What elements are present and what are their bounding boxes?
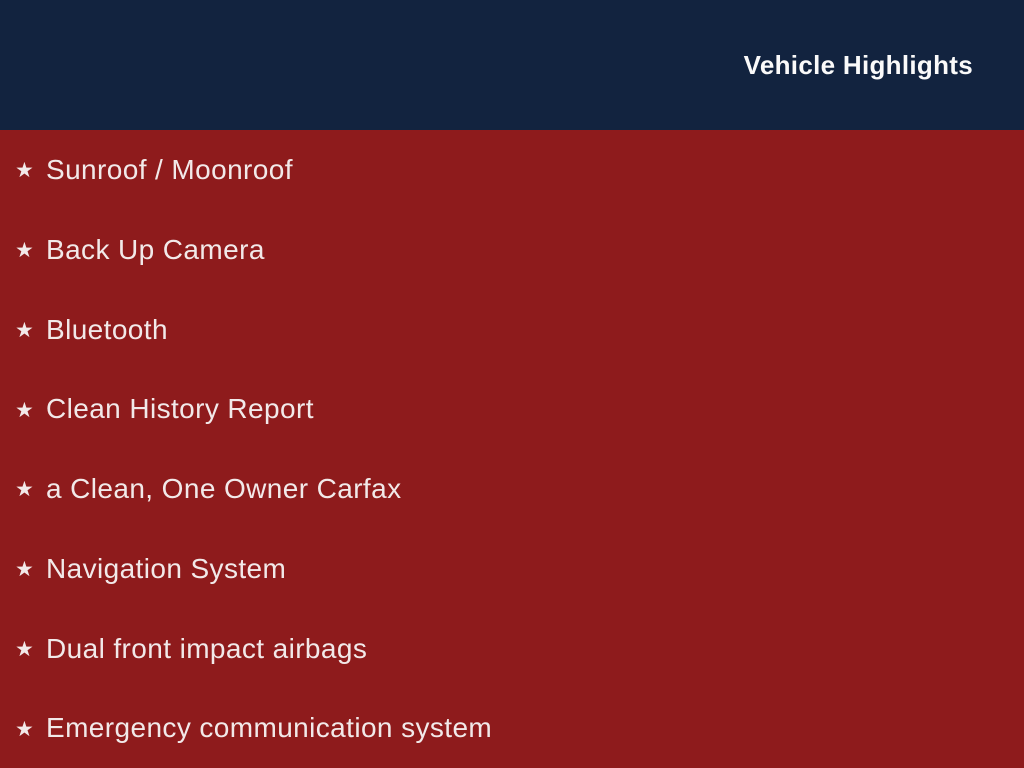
star-bullet-icon: ★ xyxy=(15,637,34,661)
highlights-section xyxy=(0,130,1024,768)
list-item-label: Sunroof / Moonroof xyxy=(46,154,293,186)
list-item xyxy=(0,369,1024,449)
list-item-label: Bluetooth xyxy=(46,313,168,345)
star-bullet-icon: ★ xyxy=(15,318,34,342)
list-item xyxy=(0,688,1024,768)
list-item-label: Clean History Report xyxy=(46,393,314,425)
list-item-label: Navigation System xyxy=(46,552,287,584)
star-bullet-icon: ★ xyxy=(15,159,34,183)
list-item xyxy=(0,449,1024,529)
star-bullet-icon: ★ xyxy=(15,558,34,582)
star-bullet-icon: ★ xyxy=(15,239,34,263)
list-item xyxy=(0,130,1024,210)
star-bullet-icon: ★ xyxy=(15,478,34,502)
list-item-label: a Clean, One Owner Carfax xyxy=(46,473,402,505)
list-item-label: Emergency communication system xyxy=(46,712,493,744)
star-bullet-icon: ★ xyxy=(15,398,34,422)
list-item xyxy=(0,609,1024,689)
list-item xyxy=(0,290,1024,370)
header-band xyxy=(0,0,1024,130)
list-item-label: Dual front impact airbags xyxy=(46,632,368,664)
list-item-label: Back Up Camera xyxy=(46,233,265,265)
list-item xyxy=(0,210,1024,290)
star-bullet-icon: ★ xyxy=(15,717,34,741)
highlights-list xyxy=(0,130,1024,768)
page-title: Vehicle Highlights xyxy=(743,49,973,80)
list-item xyxy=(0,529,1024,609)
